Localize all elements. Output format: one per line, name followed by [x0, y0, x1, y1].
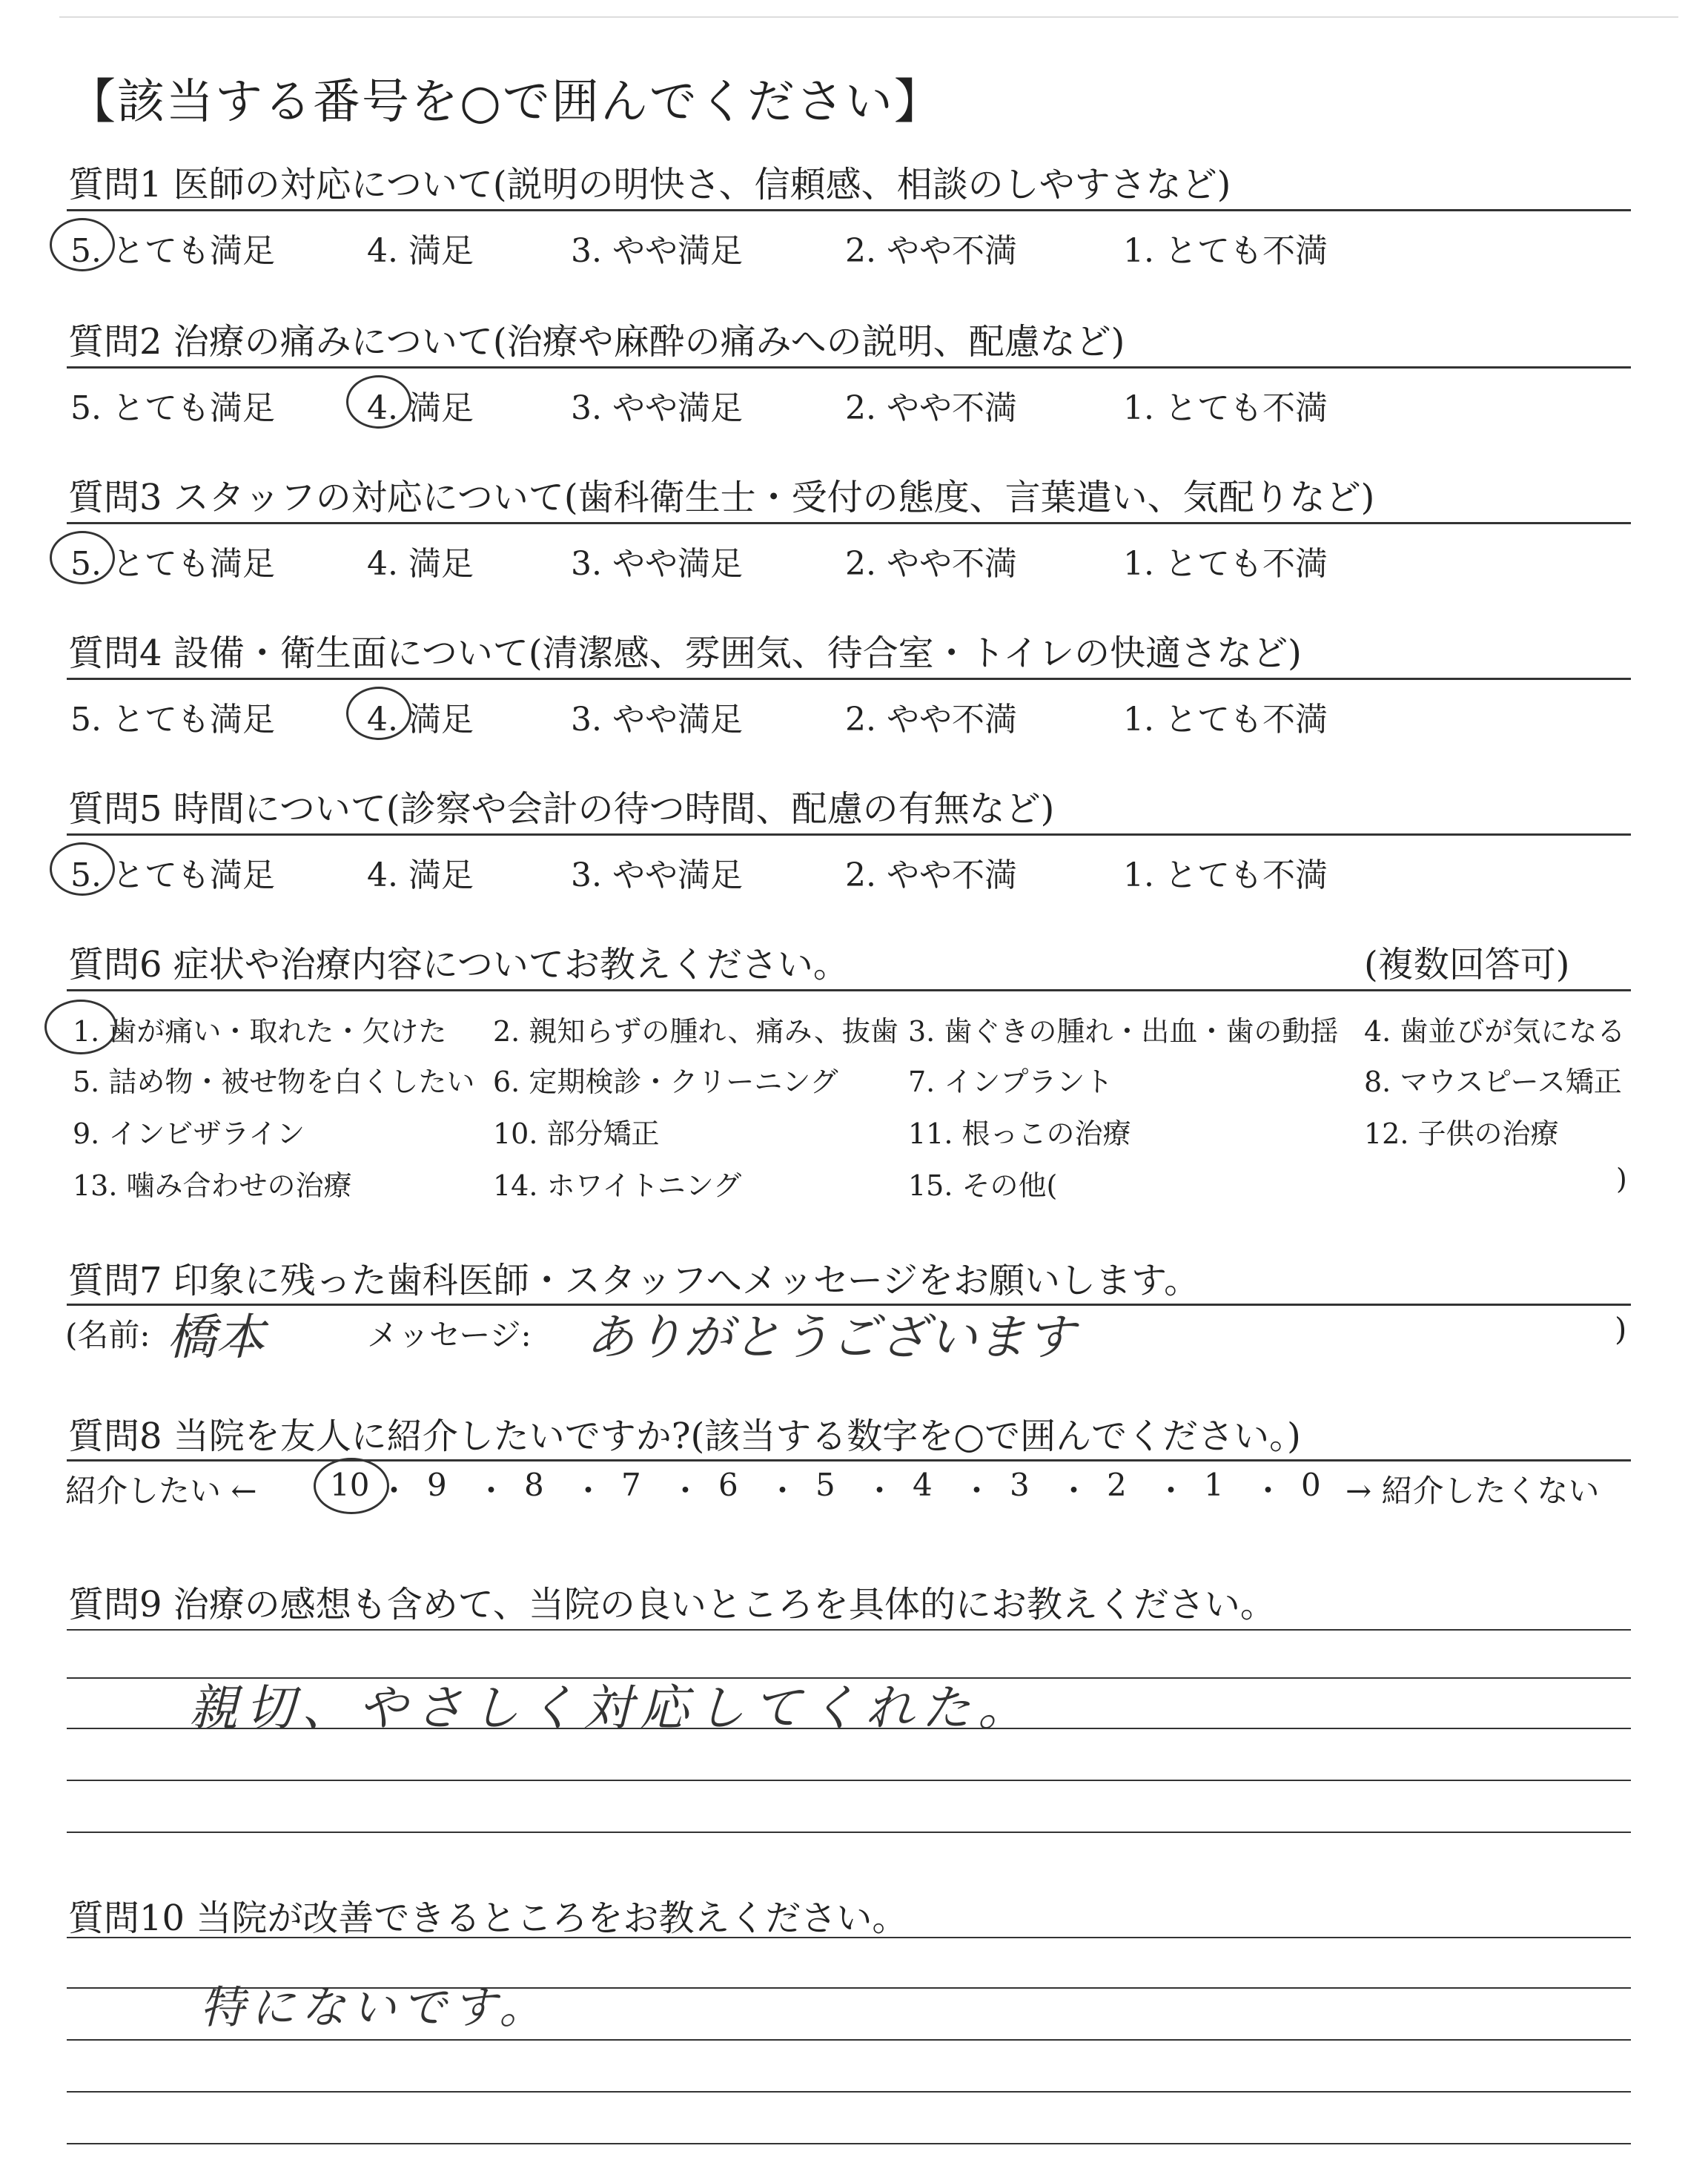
q10-label: 質問10 当院が改善できるところをお教えください。 [68, 1898, 908, 1939]
q8-scale-0[interactable]: 0 [1301, 1467, 1321, 1503]
q1-option-2[interactable]: 2. やや不満 [845, 232, 1017, 270]
q6-option-9[interactable]: 9. インビザライン [73, 1117, 305, 1150]
q8-scale-4[interactable]: 4 [913, 1467, 933, 1503]
q4-option-3[interactable]: 3. やや満足 [571, 701, 743, 739]
q8-rule [67, 1459, 1631, 1462]
q8-scale-separator: ・ [475, 1473, 507, 1509]
q6-option-4[interactable]: 4. 歯並びが気になる [1364, 1015, 1626, 1048]
q9-line-4 [67, 1780, 1631, 1781]
q1-option-3[interactable]: 3. やや満足 [571, 232, 743, 270]
q9-line-5 [67, 1832, 1631, 1833]
q6-option-12[interactable]: 12. 子供の治療 [1364, 1117, 1559, 1150]
q6-selection-circle [44, 1000, 117, 1054]
q8-label: 質問8 当院を友人に紹介したいですか?(該当する数字を○で囲んでください。) [68, 1416, 1301, 1457]
q1-option-4[interactable]: 4. 満足 [367, 232, 474, 270]
q6-option-14[interactable]: 14. ホワイトニング [493, 1169, 742, 1202]
q5-option-4[interactable]: 4. 満足 [367, 856, 474, 894]
q6-option-8[interactable]: 8. マウスピース矯正 [1364, 1066, 1622, 1098]
q7-message-label: メッセージ: [367, 1317, 532, 1353]
q6-option-1[interactable]: 1. 歯が痛い・取れた・欠けた [73, 1015, 447, 1048]
q6-label: 質問6 症状や治療内容についてお教えください。 [68, 944, 849, 985]
q6-option-7[interactable]: 7. インプラント [908, 1066, 1113, 1098]
q7-label: 質問7 印象に残った歯科医師・スタッフへメッセージをお願いします。 [68, 1260, 1200, 1301]
q2-option-4[interactable]: 4. 満足 [367, 389, 474, 427]
q4-option-2[interactable]: 2. やや不満 [845, 701, 1017, 739]
q8-scale-8[interactable]: 8 [524, 1467, 544, 1503]
q10-line-5 [67, 2143, 1631, 2144]
q8-scale-9[interactable]: 9 [427, 1467, 447, 1503]
q2-option-2[interactable]: 2. やや不満 [845, 389, 1017, 427]
q1-label: 質問1 医師の対応について(説明の明快さ、信頼感、相談のしやすさなど) [68, 164, 1231, 205]
q6-option-6[interactable]: 6. 定期検診・クリーニング [493, 1066, 838, 1098]
q1-rule [67, 209, 1631, 211]
q1-option-1[interactable]: 1. とても不満 [1123, 232, 1328, 270]
q1-selection-circle [50, 218, 115, 271]
q8-scale-separator: ・ [767, 1473, 798, 1509]
q9-line-1 [67, 1629, 1631, 1631]
q4-option-1[interactable]: 1. とても不満 [1123, 701, 1328, 739]
q9-answer-handwritten: 親切、やさしく対応してくれた。 [189, 1680, 1034, 1737]
q3-option-4[interactable]: 4. 満足 [367, 545, 474, 583]
q7-message-handwritten: ありがとうございます [586, 1309, 1075, 1366]
q5-label: 質問5 時間について(診察や会計の待つ時間、配慮の有無など) [68, 788, 1055, 830]
q6-option-11[interactable]: 11. 根っこの治療 [908, 1117, 1131, 1150]
q4-option-4[interactable]: 4. 満足 [367, 701, 474, 739]
q3-option-3[interactable]: 3. やや満足 [571, 545, 743, 583]
q8-scale-separator: ・ [1155, 1473, 1187, 1509]
q6-option-15[interactable]: 15. その他( [908, 1169, 1058, 1202]
q4-selection-circle [346, 687, 411, 740]
q8-scale-6[interactable]: 6 [718, 1467, 738, 1503]
q6-other-close-paren: ) [1616, 1163, 1627, 1195]
q8-scale-separator: ・ [864, 1473, 896, 1509]
q8-scale-separator: ・ [961, 1473, 993, 1509]
page-top-edge [59, 16, 1678, 18]
q8-scale-10[interactable]: 10 [330, 1467, 370, 1503]
q4-label: 質問4 設備・衛生面について(清潔感、雰囲気、待合室・トイレの快適さなど) [68, 633, 1302, 674]
q8-scale-1[interactable]: 1 [1204, 1467, 1224, 1503]
q5-option-5[interactable]: 5. とても満足 [70, 856, 275, 894]
q7-name-handwritten: 橋本 [167, 1309, 265, 1366]
q8-scale-2[interactable]: 2 [1107, 1467, 1127, 1503]
q5-option-2[interactable]: 2. やや不満 [845, 856, 1017, 894]
q3-label: 質問3 スタッフの対応について(歯科衛生士・受付の態度、言葉遣い、気配りなど) [68, 477, 1375, 518]
q2-option-1[interactable]: 1. とても不満 [1123, 389, 1328, 427]
q8-scale-separator: ・ [1058, 1473, 1090, 1509]
q4-rule [67, 678, 1631, 680]
q4-option-5[interactable]: 5. とても満足 [70, 701, 275, 739]
q7-close-paren: ) [1615, 1311, 1627, 1347]
q8-scale-5[interactable]: 5 [815, 1467, 835, 1503]
q8-scale-3[interactable]: 3 [1010, 1467, 1030, 1503]
q2-option-5[interactable]: 5. とても満足 [70, 389, 275, 427]
q6-rule [67, 989, 1631, 991]
page-title: 【該当する番号を○で囲んでください】 [68, 75, 943, 130]
q3-option-2[interactable]: 2. やや不満 [845, 545, 1017, 583]
q10-line-4 [67, 2091, 1631, 2093]
q10-answer-handwritten: 特にないです。 [200, 1982, 550, 2034]
q8-scale-separator: ・ [378, 1473, 410, 1509]
q6-option-5[interactable]: 5. 詰め物・被せ物を白くしたい [73, 1066, 475, 1098]
q8-selection-circle [314, 1458, 389, 1514]
q5-selection-circle [50, 842, 115, 896]
q6-option-13[interactable]: 13. 噛み合わせの治療 [73, 1169, 352, 1202]
q3-option-1[interactable]: 1. とても不満 [1123, 545, 1328, 583]
q5-option-3[interactable]: 3. やや満足 [571, 856, 743, 894]
q8-scale-separator: ・ [1252, 1473, 1284, 1509]
q1-option-5[interactable]: 5. とても満足 [70, 232, 275, 270]
q3-option-5[interactable]: 5. とても満足 [70, 545, 275, 583]
q10-line-3 [67, 2039, 1631, 2041]
q9-label: 質問9 治療の感想も含めて、当院の良いところを具体的にお教えください。 [68, 1584, 1276, 1625]
q2-label: 質問2 治療の痛みについて(治療や麻酔の痛みへの説明、配慮など) [68, 321, 1125, 363]
q2-option-3[interactable]: 3. やや満足 [571, 389, 743, 427]
q10-line-1 [67, 1937, 1631, 1938]
q8-scale-separator: ・ [572, 1473, 604, 1509]
q2-selection-circle [346, 375, 411, 429]
q8-left-label: 紹介したい ← [65, 1473, 257, 1509]
q7-name-label: (名前: [65, 1317, 150, 1353]
q6-option-2[interactable]: 2. 親知らずの腫れ、痛み、抜歯 [493, 1015, 898, 1048]
q8-scale-separator: ・ [669, 1473, 701, 1509]
q6-option-3[interactable]: 3. 歯ぐきの腫れ・出血・歯の動揺 [908, 1015, 1339, 1048]
q5-rule [67, 833, 1631, 836]
q3-selection-circle [50, 531, 115, 584]
q6-option-10[interactable]: 10. 部分矯正 [493, 1117, 660, 1150]
q6-note: (複数回答可) [1364, 944, 1570, 985]
q8-right-label: → 紹介したくない [1345, 1473, 1600, 1509]
q2-rule [67, 366, 1631, 369]
q5-option-1[interactable]: 1. とても不満 [1123, 856, 1328, 894]
q3-rule [67, 522, 1631, 524]
q8-scale-7[interactable]: 7 [621, 1467, 641, 1503]
